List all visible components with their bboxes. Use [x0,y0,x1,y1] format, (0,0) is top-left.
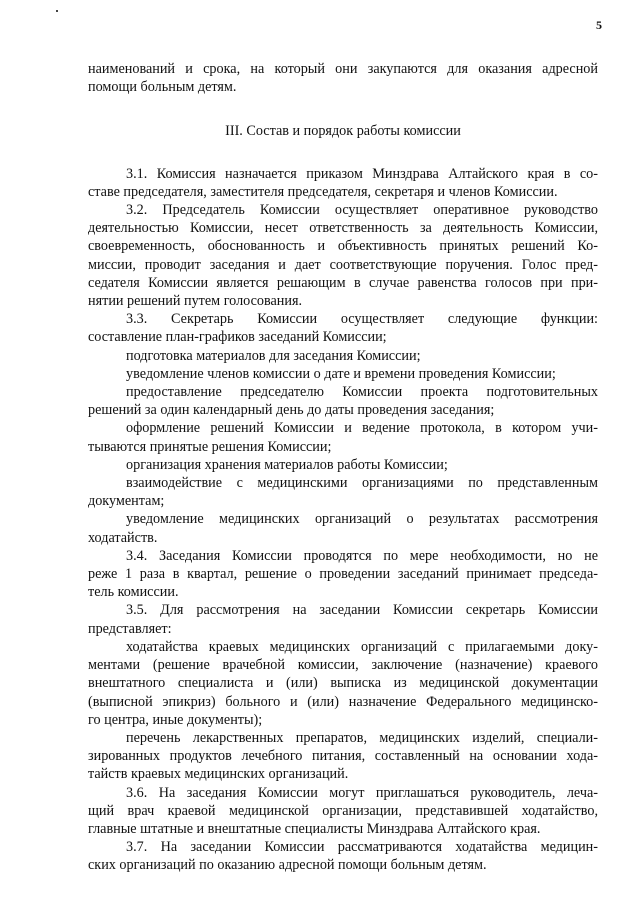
text-line: тываются принятые решения Комиссии; [88,438,332,455]
text-line: своевременность, обоснованность и объективность принятых решений Ко- [88,238,598,255]
paragraph [88,729,598,784]
paragraph [88,365,598,383]
text-line: ходатайства краевых медицинских организаций с прилагаемыми доку- [126,638,598,655]
paragraph [88,347,598,365]
intro-paragraph [88,60,598,96]
text-line: (выписной эпикриз) больного и (или) назначение Федерального медицинско- [88,693,598,710]
text-line: перечень лекарственных препаратов, медицинских изделий, специали- [126,729,598,746]
page-number: 5 [596,18,602,32]
paragraph [88,510,598,546]
paragraph [88,547,598,602]
scan-speck [56,10,58,12]
paragraph [88,601,598,637]
text-line: зированных продуктов лечебного питания, составленный на основании хода- [88,748,598,765]
text-line: 3.7. На заседании Комиссии рассматриваются ходатайства медицин- [126,839,598,856]
text-line: внештатного специалиста и (или) выписка из медицинской документации [88,675,598,692]
text-line: 3.6. На заседания Комиссии могут приглашаться руководитель, леча- [126,784,598,801]
text-line: 3.3. Секретарь Комиссии осуществляет следующие функции: [126,311,598,328]
text-line: представляет: [88,620,172,637]
text-line: деятельностью Комиссии, несет ответственность за деятельность Комиссии, [88,220,598,237]
text-line: ходатайств. [88,529,158,546]
paragraph [88,474,598,510]
text-line: 3.2. Председатель Комиссии осуществляет оперативное руководство [126,202,598,219]
text-line: ментами (решение врачебной комиссии, заключение (назначение) краевого [88,657,598,674]
section-heading: III. Состав и порядок работы комиссии [225,123,461,140]
paragraph [88,784,598,839]
text-line: наименований и срока, на который они закупаются для оказания адресной [88,61,598,77]
text-line: уведомление медицинских организаций о результатах рассмотрения [126,511,598,528]
text-line: щий врач краевой медицинской организации, представившей ходатайство, [88,802,598,819]
text-line: решений за один календарный день до даты проведения заседания; [88,402,495,419]
paragraph [88,165,598,201]
text-line: главные штатные и внештатные специалисты Минздрава Алтайского края. [88,820,541,837]
text-line: взаимодействие с медицинскими организациями по представленным [126,475,598,492]
text-line: тайств краевых медицинских организаций. [88,766,349,783]
text-line: составление план-графиков заседаний Комиссии; [88,329,387,346]
text-line: ских организаций по оказанию адресной помощи больным детям. [88,857,487,874]
text-line: нятии решений путем голосования. [88,293,303,310]
paragraph [88,310,598,346]
paragraph-list [88,165,598,875]
paragraph [88,456,598,474]
paragraph [88,419,598,455]
text-line: уведомление членов комиссии о дате и времени проведения Комиссии; [126,365,556,382]
document-body [88,60,598,875]
paragraph [88,838,598,874]
text-line: реже 1 раза в квартал, решение о проведении заседаний принимает председа- [88,566,598,583]
paragraph [88,638,598,729]
text-line: организация хранения материалов работы Комиссии; [126,456,448,473]
paragraph [88,201,598,310]
text-line: предоставление председателю Комиссии проекта подготовительных [126,384,598,401]
text-line: седателя Комиссии является решающим в случае равенства голосов при при- [88,274,598,291]
paragraph [88,383,598,419]
text-line: 3.1. Комиссия назначается приказом Минздрава Алтайского края в со- [126,165,598,182]
text-line: подготовка материалов для заседания Комиссии; [126,347,421,364]
text-line: оформление решений Комиссии и ведение протокола, в котором учи- [126,420,598,437]
text-line: ставе председателя, заместителя председателя, секретаря и членов Комиссии. [88,183,558,200]
text-line: документам; [88,493,165,510]
text-line: го центра, иные документы); [88,711,263,728]
text-line: 3.4. Заседания Комиссии проводятся по мере необходимости, но не [126,547,598,564]
text-line: миссии, проводит заседания и дает соответствующие поручения. Голос пред- [88,256,598,273]
text-line: тель комиссии. [88,584,179,601]
text-line: 3.5. Для рассмотрения на заседании Комиссии секретарь Комиссии [126,602,598,619]
text-line: помощи больным детям. [88,79,237,96]
